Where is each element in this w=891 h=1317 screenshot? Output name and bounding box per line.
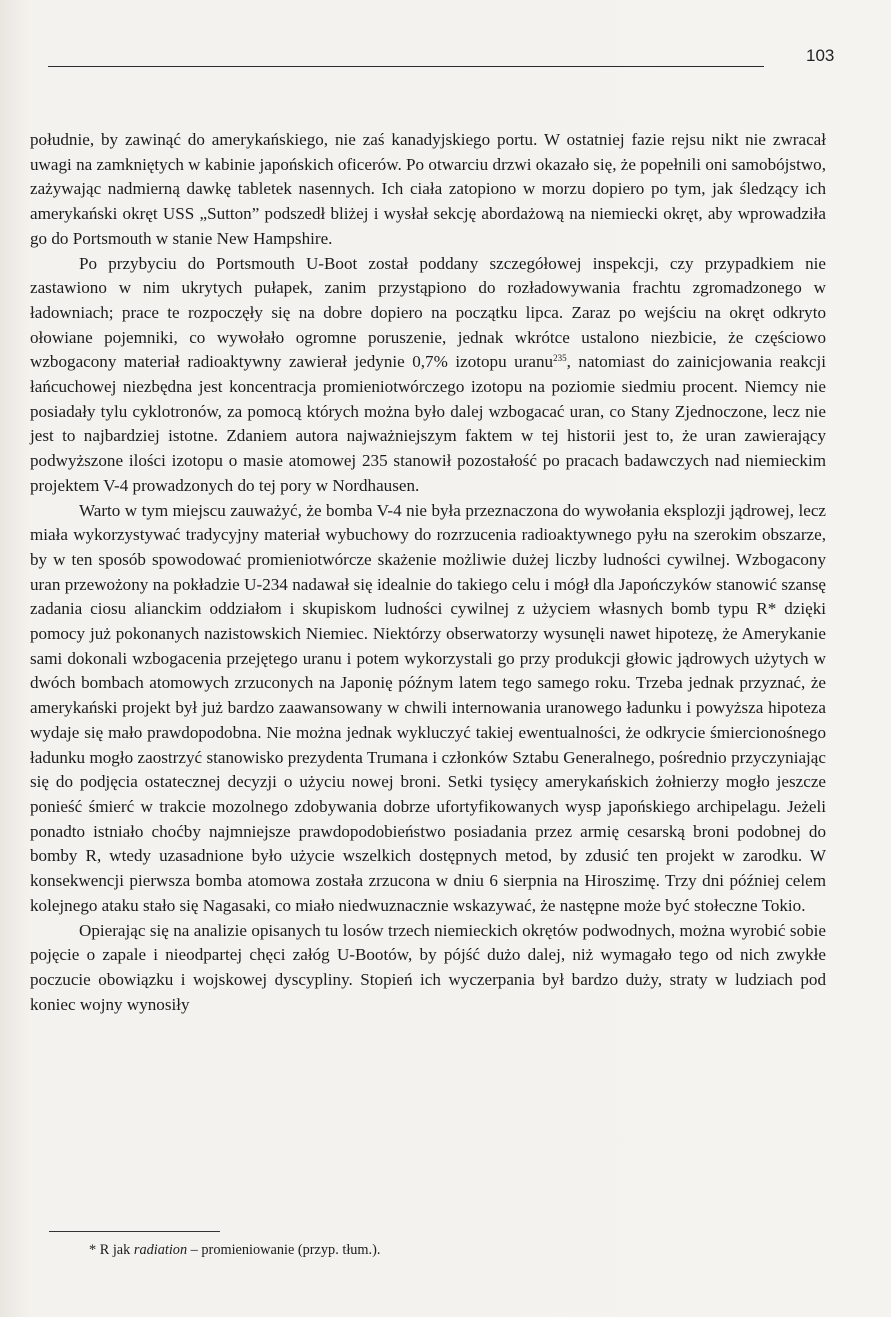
paragraph-2-part-2: , natomiast do zainicjowania reakcji łańcuchowej niezbędna jest koncentracja promieniotwórczego izotopu na poziomie siedmiu procent. Niemcy nie posiadały tylu cyklotronów, za pomocą których można było dalej wzbogacać uran, co Stany Zjednoczone, lecz nie jest to najbardziej istotne. Zdaniem autora najważniejszym faktem w tej historii jest to, że uran zawierający podwyższone ilości izotopu o masie atomowej 235 stanowił pozostałość po pracach badawczych nad niemieckim projektem V-4 prowadzonych do tej pory w Nordhausen. [30,352,826,495]
isotope-superscript: 235 [553,353,567,364]
footnote-marker: * R jak [89,1242,134,1258]
paragraph-4: Opierając się na analizie opisanych tu losów trzech niemieckich okrętów podwodnych, można wyrobić sobie pojęcie o zapale i nieodpartej chęci załóg U-Bootów, by pójść dużo dalej, niż wymagało tego od nich zwykłe poczucie obowiązku i wojskowej dyscypliny. Stopień ich wyczerpania był bardzo duży, straty w ludziach pod koniec wojny wynosiły [30,920,826,1014]
page-number: 103 [806,46,835,65]
header-rule [48,66,764,67]
paragraph-3: Warto w tym miejscu zauważyć, że bomba V-4 nie była przeznaczona do wywołania eksplozji jądrowej, lecz miała wykorzystywać tradycyjny materiał wybuchowy do rozrzucenia radioaktywnego pyłu na szerokim obszarze, by w ten sposób spowodować promieniotwórcze skażenie możliwie dużej liczby ludności cywilnej. Wzbogacony uran przewożony na pokładzie U-234 nadawał się idealnie do takiego celu i mógł dla Japończyków stanowić szansę zadania ciosu alianckim oddziałom i skupiskom ludności cywilnej z użyciem własnych bomb typu R* dzięki pomocy już pokonanych nazistowskich Niemiec. Niektórzy obserwatorzy wysunęli nawet hipotezę, że Amerykanie sami dokonali wzbogacenia przejętego uranu i potem wykorzystali go przy produkcji głowic jądrowych użytych w dwóch bombach atomowych zrzuconych na Japonię późnym latem tego samego roku. Trzeba jednak przyznać, że amerykański projekt był już bardzo zaawansowany w chwili internowania uranowego ładunku i powyższa hipoteza wydaje się mało prawdopodobna. Nie można jednak wykluczyć takiej ewentualności, że odkrycie śmiercionośnego ładunku mogło zaostrzyć stanowisko prezydenta Trumana i członków Sztabu Generalnego, pośrednio przyczyniając się do podjęcia ostatecznej decyzji o użyciu nowej broni. Setki tysięcy amerykańskich żołnierzy mogło jeszcze ponieść śmierć w trakcie mozolnego zdobywania dobrze ufortyfikowanych wysp japońskiego archipelagu. Jeżeli ponadto istniało choćby najmniejsze prawdopodobieństwo posiadania przez armię cesarską broni podobnej do bomby R, wtedy uzasadnione było użycie wszelkich dostępnych metod, by zdusić ten projekt w zarodku. W konsekwencji pierwsza bomba atomowa została zrzucona w dniu 6 sierpnia na Hiroszimę. Trzy dni później celem kolejnego ataku stało się Nagasaki, co miało niedwuznacznie wskazywać, że następne może być stołeczne Tokio. [30,500,826,915]
footnote-text: – promieniowanie (przyp. tłum.). [187,1242,381,1258]
paragraph-2 [30,252,826,499]
paragraph-2-part-1: Po przybyciu do Portsmouth U-Boot został poddany szczegółowej inspekcji, czy przypadkiem nie zastawiono w nim ukrytych pułapek, zanim przystąpiono do rozładowywania frachtu zgromadzonego w ładowniach; prace te rozpoczęły się na dobre dopiero na początku lipca. Zaraz po wejściu na okręt odkryto ołowiane pojemniki, co wywołało ogromne poruszenie, jednak wkrótce ustalono niezbicie, że częściowo wzbogacony materiał radioaktywny zawierał jedynie 0,7% izotopu uranu [30,253,826,372]
footnote-term: radiation [133,1242,188,1258]
paragraph-1: południe, by zawinąć do amerykańskiego, nie zaś kanadyjskiego portu. W ostatniej fazie rejsu nikt nie zwracał uwagi na zamkniętych w kabinie japońskich oficerów. Po otwarciu drzwi okazało się, że popełnili oni samobójstwo, zażywając nadmierną dawkę tabletek nasennych. Ich ciała zatopiono w morzu dopiero po tym, jak śledzący ich amerykański okręt USS „Sutton” podszedł bliżej i wysłał sekcję abordażową na niemiecki okręt, aby wprowadziła go do Portsmouth w stanie New Hampshire. [30,130,826,248]
footnote [89,1241,380,1259]
body-text [30,128,826,1017]
footnote-rule [49,1231,220,1232]
